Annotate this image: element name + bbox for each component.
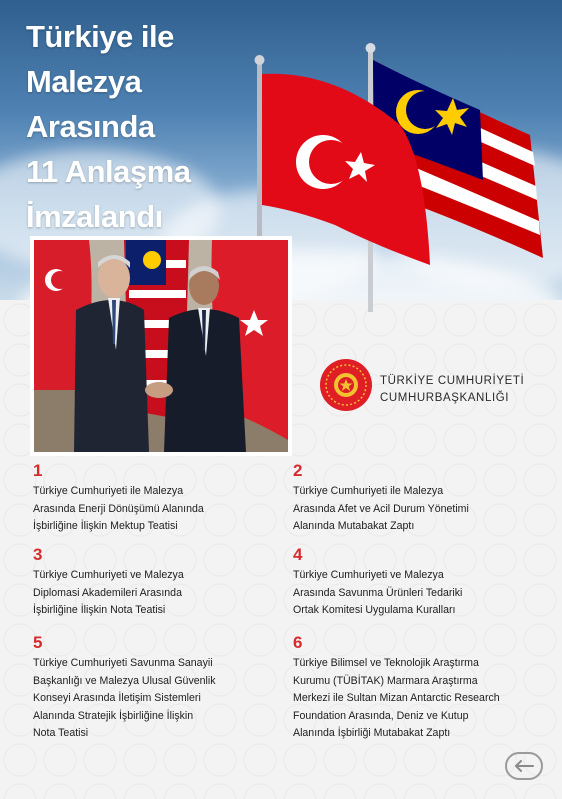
agreement-number: 4	[293, 545, 303, 564]
flagpole-finial	[255, 55, 265, 65]
agreement-text	[293, 483, 533, 536]
agreement-line: Arasında Enerji Dönüşümü Alanında	[33, 502, 204, 515]
agreement-line: Alanında Stratejik İşbirliğine İlişkin	[33, 709, 194, 722]
agreement-number: 3	[33, 545, 43, 564]
agreement-line: Türkiye Cumhuriyeti ve Malezya	[33, 569, 184, 581]
agreement-number: 6	[293, 633, 303, 652]
agreement-line: Türkiye Cumhuriyeti Savunma Sanayii	[33, 657, 213, 669]
title-line: Türkiye ile	[26, 19, 174, 54]
institution-name	[380, 373, 524, 407]
agreement-line: Alanında Mutabakat Zaptı	[293, 520, 415, 532]
agreement-line: Türkiye Cumhuriyeti ile Malezya	[293, 485, 444, 497]
agreement-line: Arasında Afet ve Acil Durum Yönetimi	[293, 502, 469, 515]
agreement-item	[33, 462, 273, 536]
agreement-line: Merkezi ile Sultan Mizan Antarctic Research	[293, 692, 500, 704]
agreement-item	[293, 462, 533, 536]
presidential-seal-icon	[319, 358, 373, 412]
agreement-line: Arasında Savunma Ürünleri Tedariki	[293, 586, 463, 599]
agreement-text	[33, 483, 273, 536]
agreement-line: Türkiye Cumhuriyeti ile Malezya	[33, 485, 184, 497]
leaders-photo	[30, 236, 292, 456]
agreement-text	[293, 655, 543, 743]
flagpole-finial	[366, 43, 376, 53]
agreement-item	[33, 634, 273, 743]
title-line: İmzalandı	[26, 199, 163, 234]
agreement-line: Türkiye Cumhuriyeti ve Malezya	[293, 569, 444, 581]
agreement-number: 5	[33, 633, 43, 652]
title-line: Malezya	[26, 64, 142, 99]
agreement-text	[33, 655, 273, 743]
title-line: 11 Anlaşma	[26, 154, 191, 189]
agreement-line: Foundation Arasında, Deniz ve Kutup	[293, 709, 469, 722]
title-line: Arasında	[26, 109, 155, 144]
agreement-item	[33, 546, 273, 620]
agreement-text	[293, 567, 533, 620]
agreement-line: Diplomasi Akademileri Arasında	[33, 586, 182, 599]
institution-line2: CUMHURBAŞKANLIĞI	[380, 392, 510, 404]
back-arrow-icon	[513, 759, 535, 773]
agreement-line: Ortak Komitesi Uygulama Kuralları	[293, 604, 456, 616]
handshake-photo-image	[34, 240, 288, 452]
agreement-number: 1	[33, 461, 43, 480]
agreement-line: Alanında İşbirliği Mutabakat Zaptı	[293, 727, 451, 739]
agreement-line: Türkiye Bilimsel ve Teknolojik Araştırma	[293, 657, 479, 669]
back-button[interactable]	[505, 752, 543, 780]
institution-line1: TÜRKİYE CUMHURİYETİ	[380, 375, 525, 387]
agreement-line: Başkanlığı ve Malezya Ulusal Güvenlik	[33, 674, 216, 687]
agreement-line: Konseyi Arasında İletişim Sistemleri	[33, 692, 201, 704]
agreement-item	[293, 634, 543, 743]
agreement-line: İşbirliğine İlişkin Nota Teatisi	[33, 604, 166, 616]
agreement-text	[33, 567, 273, 620]
agreement-line: İşbirliğine İlişkin Mektup Teatisi	[33, 520, 178, 532]
agreement-number: 2	[293, 461, 303, 480]
agreement-line: Kurumu (TÜBİTAK) Marmara Araştırma	[293, 674, 478, 687]
agreement-line: Nota Teatisi	[33, 727, 89, 739]
agreement-item	[293, 546, 533, 620]
